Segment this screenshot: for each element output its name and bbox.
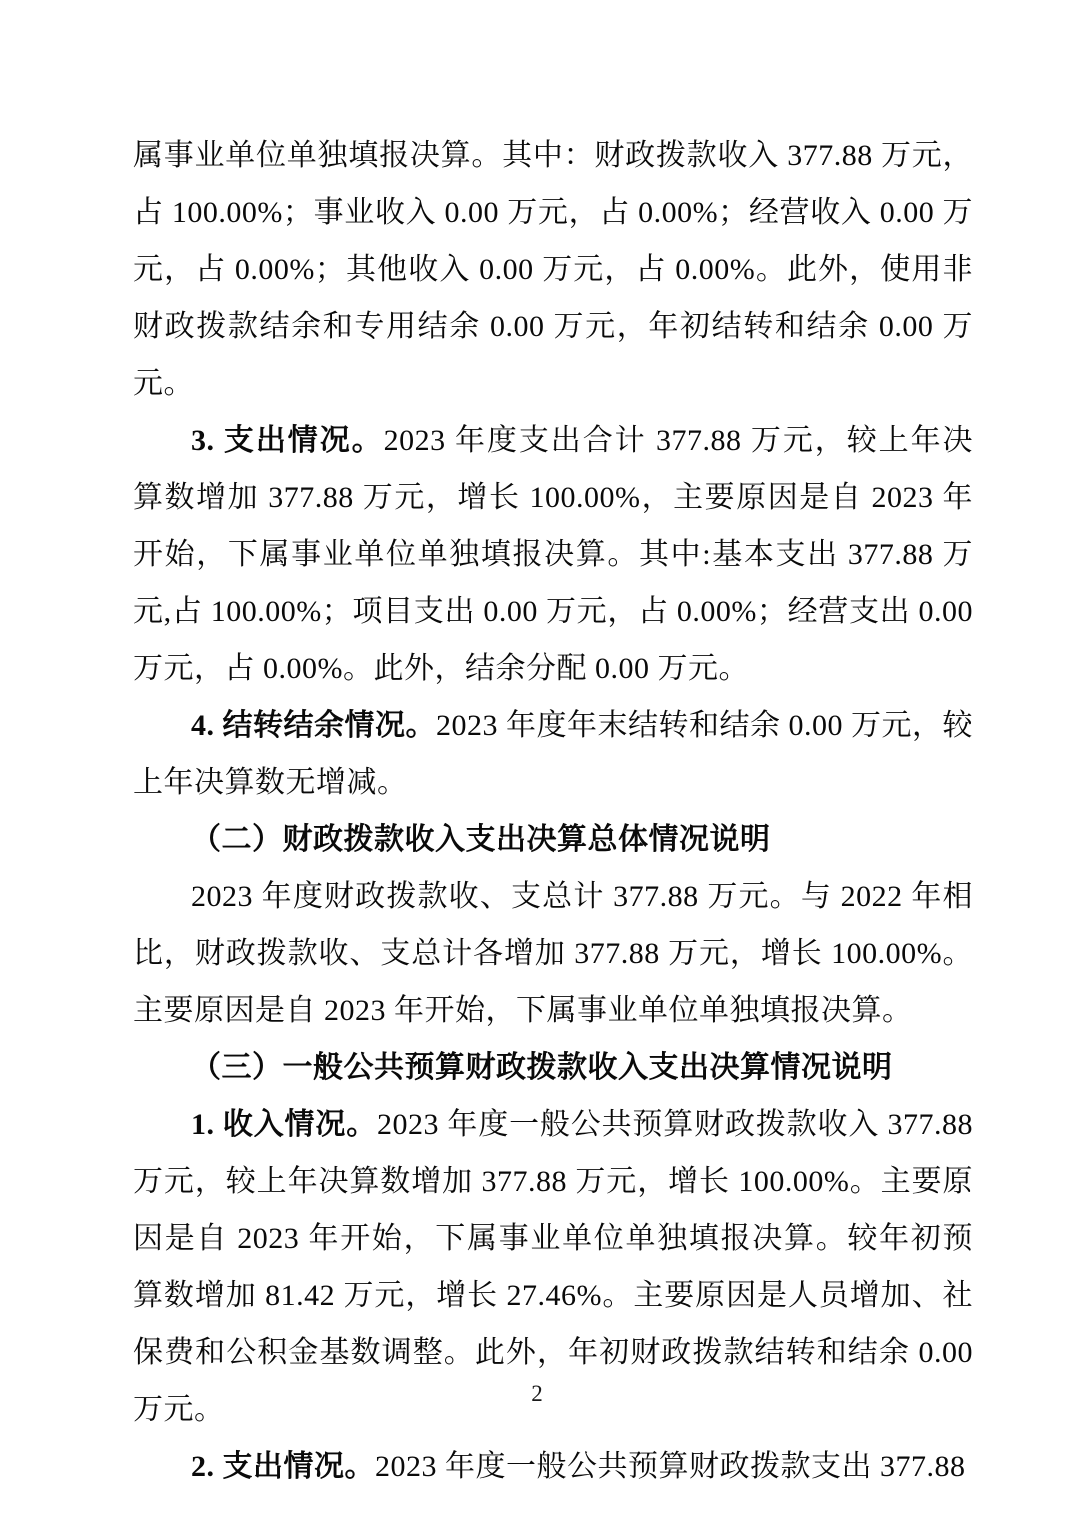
- page-number: 2: [531, 1381, 543, 1406]
- paragraph: [133, 697, 973, 811]
- heading-run: 1. 收入情况。: [191, 1108, 378, 1141]
- paragraph: [133, 1438, 973, 1495]
- paragraph: [133, 811, 973, 868]
- heading-run: （三）一般公共预算财政拨款收入支出决算情况说明: [191, 1051, 893, 1084]
- document-body: [133, 127, 973, 1495]
- heading-run: （二）财政拨款收入支出决算总体情况说明: [191, 823, 771, 856]
- paragraph: [133, 1039, 973, 1096]
- paragraph: [133, 868, 973, 1039]
- paragraph: [133, 412, 973, 697]
- heading-run: 2. 支出情况。: [191, 1450, 375, 1483]
- heading-run: 3. 支出情况。: [191, 424, 384, 457]
- paragraph: [133, 127, 973, 412]
- text-run: 2023 年度支出合计 377.88 万元，较上年决算数增加 377.88 万元，增长 100.00%，主要原因是自 2023 年开始，下属事业单位单独填报决算。其中:基本支出 377.88 万元,占 100.00%；项目支出 0.00 万元，占 0.00%；经营支出 0.00 万元，占 0.00%。此外，结余分配 0.00 万元。: [133, 424, 974, 685]
- text-run: 属事业单位单独填报决算。其中：财政拨款收入 377.88 万元，占 100.00%；事业收入 0.00 万元，占 0.00%；经营收入 0.00 万元，占 0.00%；其他收入 0.00 万元，占 0.00%。此外，使用非财政拨款结余和专用结余 0.00 万元，年初结转和结余 0.00 万元。: [133, 139, 973, 400]
- heading-run: 4. 结转结余情况。: [191, 709, 436, 742]
- text-run: 2023 年度一般公共预算财政拨款支出 377.88: [375, 1450, 966, 1483]
- text-run: 2023 年度财政拨款收、支总计 377.88 万元。与 2022 年相比，财政拨款收、支总计各增加 377.88 万元，增长 100.00%。主要原因是自 2023 年开始，下属事业单位单独填报决算。: [133, 880, 973, 1027]
- text-run: 2023 年度年末结转和结余 0.00 万元，较上年决算数无增减。: [133, 709, 973, 799]
- text-run: 2023 年度一般公共预算财政拨款收入 377.88 万元，较上年决算数增加 377.88 万元，增长 100.00%。主要原因是自 2023 年开始，下属事业单位单独填报决算。较年初预算数增加 81.42 万元，增长 27.46%。主要原因是人员增加、社保费和公积金基数调整。此外，年初财政拨款结转和结余 0.00 万元。: [133, 1108, 974, 1426]
